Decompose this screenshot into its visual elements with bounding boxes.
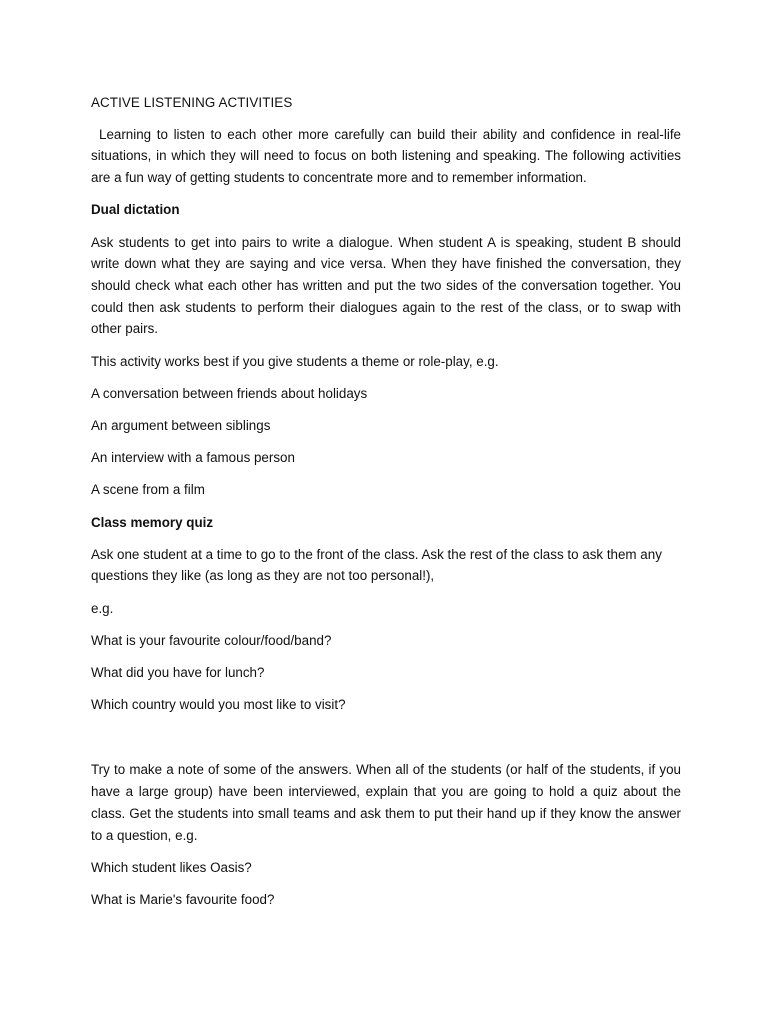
dual-dictation-paragraph: Ask students to get into pairs to write a dialogue. When student A is speaking, student B should write down what they are saying and vice versa. When they have finished the conversation, they should check what each other has written and put the two sides of the conversation together. You could then ask students to perform their dialogues again to the rest of the class, or to swap with other pairs. (91, 234, 681, 337)
question-item: Which country would you most like to visit? (91, 697, 346, 713)
document-page (91, 92, 681, 921)
quiz-question-item: Which student likes Oasis? (91, 859, 252, 875)
question-item: What is your favourite colour/food/band? (91, 632, 332, 648)
memory-quiz-paragraph: Ask one student at a time to go to the front of the class. Ask the rest of the class to ask them any questions they like (as long as they are not too personal!), (91, 546, 662, 584)
section-heading-memory-quiz: Class memory quiz (91, 514, 214, 530)
memory-quiz-note-paragraph: Try to make a note of some of the answers. When all of the students (or half of the students, if you have a large group) have been interviewed, explain that you are going to hold a quiz about the class. Get the students into small teams and ask them to put their hand up if they know the answer to a question, e.g. (91, 762, 681, 843)
intro-paragraph: Learning to listen to each other more carefully can build their ability and confidence in real-life situations, in which they will need to focus on both listening and speaking. The following activities are a fun way of getting students to concentrate more and to remember information. (91, 126, 681, 186)
example-item: An argument between siblings (91, 417, 271, 433)
blank-line (91, 726, 681, 759)
quiz-question-item: What is Marie's favourite food? (91, 891, 275, 907)
dual-dictation-theme-paragraph: This activity works best if you give students a theme or role-play, e.g. (91, 353, 499, 369)
document-title: ACTIVE LISTENING ACTIVITIES (91, 95, 293, 110)
eg-line: e.g. (91, 600, 114, 616)
section-heading-dual-dictation: Dual dictation (91, 202, 180, 218)
example-item: An interview with a famous person (91, 450, 295, 466)
example-item: A scene from a film (91, 482, 205, 498)
question-item: What did you have for lunch? (91, 665, 265, 681)
example-item: A conversation between friends about holidays (91, 385, 368, 401)
